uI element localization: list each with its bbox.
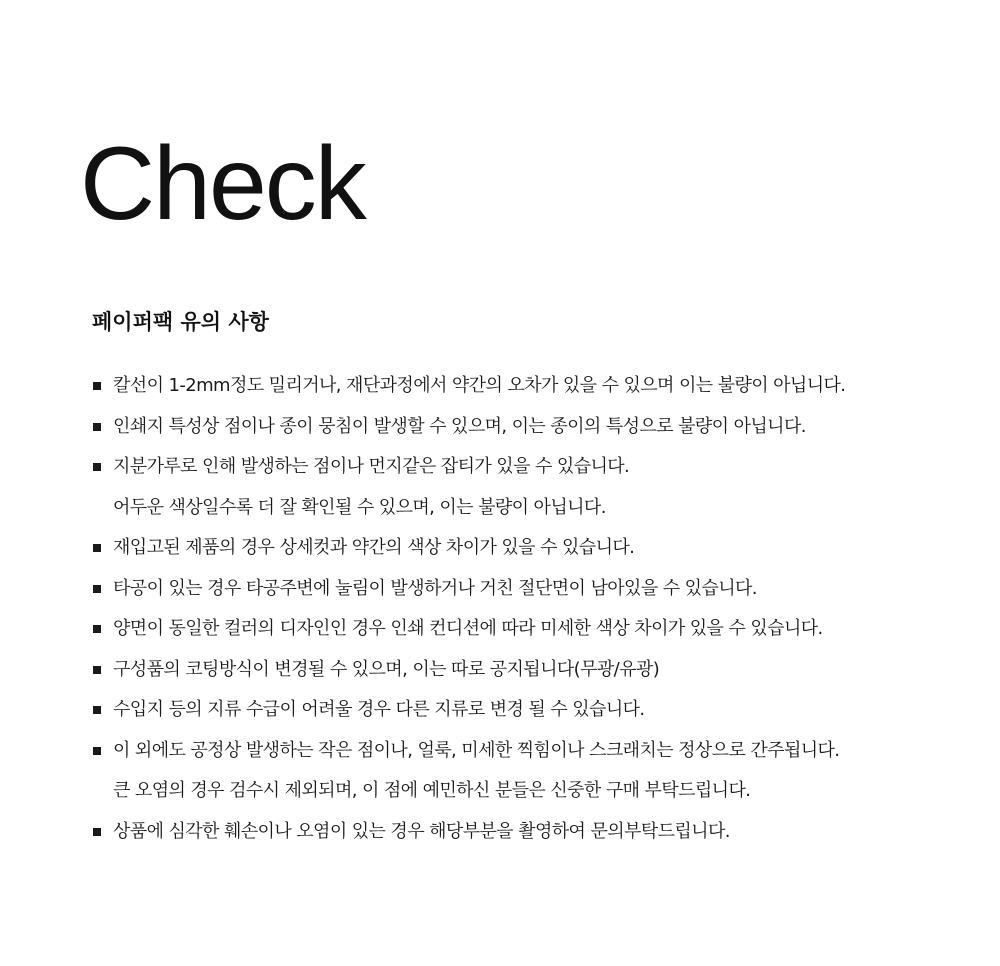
bullet-square-icon xyxy=(93,666,101,674)
notice-item xyxy=(92,690,972,731)
notice-text: 양면이 동일한 컬러의 디자인인 경우 인쇄 컨디션에 따라 미세한 색상 차이가 있을 수 있습니다. xyxy=(113,618,823,639)
bullet-square-icon xyxy=(93,585,101,593)
notice-text: 구성품의 코팅방식이 변경될 수 있으며, 이는 따로 공지됩니다(무광/유광) xyxy=(113,658,660,680)
notice-item xyxy=(92,366,972,407)
notice-item xyxy=(92,812,972,853)
notice-text: 큰 오염의 경우 검수시 제외되며, 이 점에 예민하신 분들은 신중한 구매 부탁드립니다. xyxy=(113,780,751,801)
bullet-square-icon xyxy=(93,423,101,431)
section-heading: 페이퍼팩 유의 사항 xyxy=(92,310,269,334)
bullet-square-icon xyxy=(93,463,101,471)
page-title: Check xyxy=(80,126,365,242)
bullet-square-icon xyxy=(93,544,101,552)
notice-item xyxy=(92,609,972,650)
notice-text: 칼선이 1-2mm정도 밀리거나, 재단과정에서 약간의 오차가 있을 수 있으며 이는 불량이 아닙니다. xyxy=(113,375,846,396)
notice-text: 인쇄지 특성상 점이나 종이 뭉침이 발생할 수 있으며, 이는 종이의 특성으로 불량이 아닙니다. xyxy=(113,415,806,437)
notice-text: 이 외에도 공정상 발생하는 작은 점이나, 얼룩, 미세한 찍힘이나 스크래치는 정상으로 간주됩니다. xyxy=(113,739,840,761)
bullet-square-icon xyxy=(93,747,101,755)
bullet-square-icon xyxy=(93,828,101,836)
bullet-square-icon xyxy=(93,625,101,633)
notice-text: 수입지 등의 지류 수급이 어려울 경우 다른 지류로 변경 될 수 있습니다. xyxy=(113,699,645,720)
notice-text: 재입고된 제품의 경우 상세컷과 약간의 색상 차이가 있을 수 있습니다. xyxy=(113,537,635,558)
notice-text: 어두운 색상일수록 더 잘 확인될 수 있으며, 이는 불량이 아닙니다. xyxy=(113,496,606,518)
notice-item xyxy=(92,569,972,610)
notice-item xyxy=(92,528,972,569)
notice-item xyxy=(92,731,972,772)
notice-continuation xyxy=(92,771,972,812)
notice-text: 상품에 심각한 훼손이나 오염이 있는 경우 해당부분을 촬영하여 문의부탁드립니다. xyxy=(113,820,730,842)
notice-item xyxy=(92,650,972,691)
notice-list xyxy=(92,366,972,852)
notice-item xyxy=(92,447,972,488)
bullet-square-icon xyxy=(93,706,101,714)
notice-text: 타공이 있는 경우 타공주변에 눌림이 발생하거나 거친 절단면이 남아있을 수 있습니다. xyxy=(113,577,757,599)
notice-text: 지분가루로 인해 발생하는 점이나 먼지같은 잡티가 있을 수 있습니다. xyxy=(113,456,630,477)
bullet-square-icon xyxy=(93,382,101,390)
notice-item xyxy=(92,407,972,448)
notice-continuation xyxy=(92,488,972,529)
